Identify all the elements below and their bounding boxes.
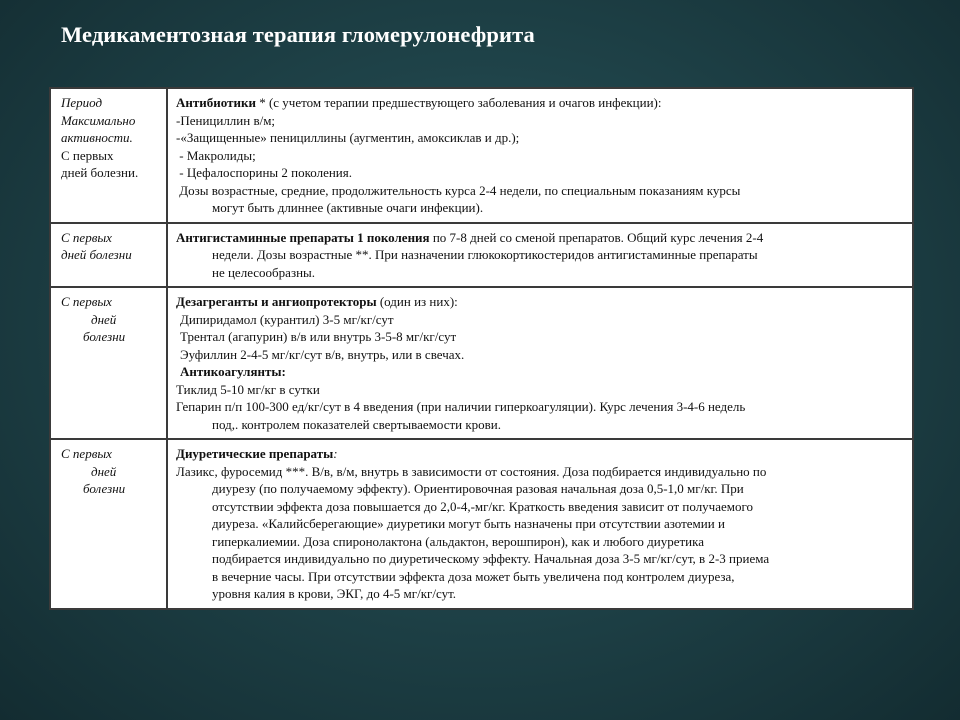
period-text: дней болезни bbox=[61, 247, 132, 262]
drug-cell bbox=[167, 88, 913, 223]
period-text: Период bbox=[61, 95, 103, 110]
drug-item: Трентал (агапурин) в/в или внутрь 3-5-8 мг/кг/сут bbox=[180, 329, 457, 344]
period-cell bbox=[50, 439, 167, 609]
drug-text: не целесообразны. bbox=[212, 264, 316, 280]
drug-item: Гепарин п/п 100-300 ед/кг/сут в 4 введения (при наличии гиперкоагуляции). Курс лечения 3-4-6 недель bbox=[176, 399, 746, 414]
period-cell bbox=[50, 287, 167, 439]
drug-text: гиперкалиемии. Доза спиронолактона (альдактон, верошпирон), как и любого диуретика bbox=[212, 533, 705, 549]
table-row-antibiotics bbox=[50, 88, 913, 223]
period-text: С первых bbox=[61, 294, 112, 309]
period-cell bbox=[50, 223, 167, 288]
period-text: С первых bbox=[61, 147, 114, 163]
drug-item: Дипиридамол (курантил) 3-5 мг/кг/сут bbox=[180, 311, 394, 327]
drug-cell bbox=[167, 287, 913, 439]
period-text: активности. bbox=[61, 130, 133, 145]
table-row-antiplatelets bbox=[50, 287, 913, 439]
drug-heading-line bbox=[176, 94, 904, 112]
table-row-diuretics bbox=[50, 439, 913, 609]
period-text: дней bbox=[91, 463, 117, 479]
period-cell bbox=[50, 88, 167, 223]
period-text: Максимально bbox=[61, 112, 136, 128]
table-row-antihistamines bbox=[50, 223, 913, 288]
drug-text: недели. Дозы возрастные **. При назначении глюкокортикостеридов антигистаминные препараты bbox=[212, 247, 758, 262]
drug-text: отсутствии эффекта доза повышается до 2,0-4,-мг/кг. Краткость введения зависит от получаемого bbox=[212, 498, 753, 514]
drug-text: диурезу (по получаемому эффекту). Ориентировочная разовая начальная доза 0,5-1,0 мг/кг. При bbox=[212, 481, 744, 496]
drug-heading-note: * (с учетом терапии предшествующего заболевания и очагов инфекции): bbox=[255, 95, 662, 110]
period-text: дней болезни. bbox=[61, 165, 139, 180]
drug-item: -Пенициллин в/м; bbox=[176, 112, 276, 128]
drug-cell bbox=[167, 223, 913, 288]
drug-text: уровня калия в крови, ЭКГ, до 4-5 мг/кг/сут. bbox=[212, 586, 457, 601]
dose-text: могут быть длиннее (активные очаги инфекции). bbox=[212, 200, 484, 215]
drug-text: в вечерние часы. При отсутствии эффекта доза может быть увеличена под контролем диуреза, bbox=[212, 568, 735, 584]
period-text: дней bbox=[91, 311, 117, 327]
period-text: С первых bbox=[61, 229, 112, 245]
drug-heading: Антибиотики bbox=[176, 95, 256, 110]
anticoagulants-heading-line bbox=[176, 363, 904, 381]
drug-heading-line bbox=[176, 229, 904, 247]
drug-heading-note: по 7-8 дней со сменой препаратов. Общий курс лечения 2-4 bbox=[429, 229, 764, 245]
drug-item: - Макролиды; bbox=[176, 147, 256, 163]
drug-heading: Дезагреганты и ангиопротекторы bbox=[176, 294, 377, 309]
drug-heading: Антигистаминные препараты 1 поколения bbox=[176, 229, 430, 245]
drug-text: подбирается индивидуально по диуретическому эффекту. Начальная доза 3-5 мг/кг/сут, в 2-3 приема bbox=[212, 551, 770, 566]
drug-item: -«Защищенные» пенициллины (аугментин, амоксиклав и др.); bbox=[176, 130, 520, 145]
drug-heading-suffix: : bbox=[333, 446, 338, 461]
drug-item: - Цефалоспорины 2 поколения. bbox=[176, 165, 352, 180]
anticoagulants-heading: Антикоагулянты: bbox=[180, 364, 286, 379]
drug-text: Лазикс, фуросемид ***. В/в, в/м, внутрь в зависимости от состояния. Доза подбирается индивидуально по bbox=[176, 463, 767, 479]
page-title: Медикаментозная терапия гломерулонефрита bbox=[61, 22, 535, 47]
period-text: болезни bbox=[83, 329, 126, 344]
drug-heading-note: (один из них): bbox=[376, 294, 458, 309]
therapy-table bbox=[49, 87, 914, 610]
drug-item: под,. контролем показателей свертываемости крови. bbox=[212, 416, 502, 432]
period-text: болезни bbox=[83, 481, 126, 496]
drug-cell bbox=[167, 439, 913, 609]
drug-heading-line bbox=[176, 445, 904, 463]
dose-text: Дозы возрастные, средние, продолжительность курса 2-4 недели, по специальным показаниям курсы bbox=[176, 182, 741, 198]
period-text: С первых bbox=[61, 446, 112, 461]
drug-text: диуреза. «Калийсберегающие» диуретики могут быть назначены при отсутствии азотемии и bbox=[212, 516, 725, 531]
drug-item: Тиклид 5-10 мг/кг в сутки bbox=[176, 381, 320, 397]
drug-heading-line bbox=[176, 293, 904, 311]
drug-item: Эуфиллин 2-4-5 мг/кг/сут в/в, внутрь, или в свечах. bbox=[180, 346, 465, 362]
drug-heading: Диуретические препараты bbox=[176, 446, 334, 461]
